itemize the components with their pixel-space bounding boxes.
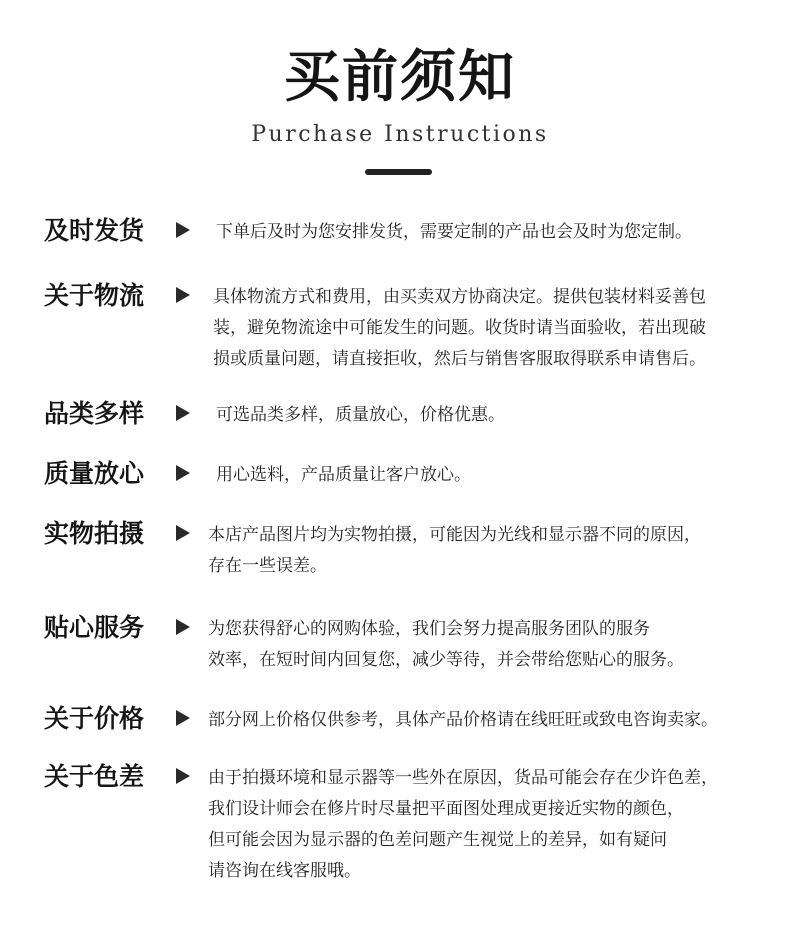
arrow-right-icon xyxy=(176,525,190,541)
section-body xyxy=(208,614,684,676)
section-heading: 及时发货 xyxy=(44,216,145,245)
section-body xyxy=(213,282,706,375)
page-subtitle: Purchase Instructions xyxy=(251,122,549,147)
arrow-right-icon xyxy=(176,619,190,635)
section-body-line: 具体物流方式和费用，由买卖双方协商决定。提供包装材料妥善包 xyxy=(213,287,706,307)
section-heading: 实物拍摄 xyxy=(44,519,145,548)
arrow-right-icon xyxy=(176,287,190,303)
arrow-right-icon xyxy=(176,222,190,238)
section-body xyxy=(208,763,718,887)
section-body-line: 部分网上价格仅供参考，具体产品价格请在线旺旺或致电咨询卖家。 xyxy=(208,710,718,730)
section-heading: 品类多样 xyxy=(44,399,145,428)
section-body xyxy=(216,217,692,248)
section-body-line: 请咨询在线客服哦。 xyxy=(208,861,361,881)
section-body xyxy=(208,520,701,582)
section-heading: 关于物流 xyxy=(44,281,145,310)
section-body xyxy=(216,460,471,491)
section-body-line: 本店产品图片均为实物拍摄，可能因为光线和显示器不同的原因， xyxy=(208,525,701,545)
arrow-right-icon xyxy=(176,465,190,481)
page-title: 买前须知 xyxy=(284,45,516,110)
arrow-right-icon xyxy=(176,710,190,726)
section-body-line: 损或质量问题，请直接拒收，然后与销售客服取得联系申请售后。 xyxy=(213,349,706,369)
section-body-line: 可选品类多样，质量放心，价格优惠。 xyxy=(216,405,505,425)
section-body-line: 装，避免物流途中可能发生的问题。收货时请当面验收，若出现破 xyxy=(213,318,706,338)
section-heading: 贴心服务 xyxy=(44,613,145,642)
section-body-line: 存在一些误差。 xyxy=(208,556,327,576)
section-body-line: 我们设计师会在修片时尽量把平面图处理成更接近实物的颜色， xyxy=(208,799,684,819)
section-heading: 质量放心 xyxy=(44,459,145,488)
arrow-right-icon xyxy=(176,405,190,421)
section-heading: 关于色差 xyxy=(44,762,145,791)
section-heading: 关于价格 xyxy=(44,704,145,733)
section-body-line: 为您获得舒心的网购体验，我们会努力提高服务团队的服务 xyxy=(208,619,650,639)
section-body xyxy=(208,705,718,736)
section-body-line: 但可能会因为显示器的色差问题产生视觉上的差异，如有疑问 xyxy=(208,830,667,850)
section-body-line: 效率，在短时间内回复您，减少等待，并会带给您贴心的服务。 xyxy=(208,650,684,670)
section-body-line: 下单后及时为您安排发货，需要定制的产品也会及时为您定制。 xyxy=(216,222,692,242)
section-body-line: 用心选料，产品质量让客户放心。 xyxy=(216,465,471,485)
section-body-line: 由于拍摄环境和显示器等一些外在原因，货品可能会存在少许色差， xyxy=(208,768,718,788)
arrow-right-icon xyxy=(176,768,190,784)
section-body xyxy=(216,400,505,431)
title-divider xyxy=(365,169,432,175)
